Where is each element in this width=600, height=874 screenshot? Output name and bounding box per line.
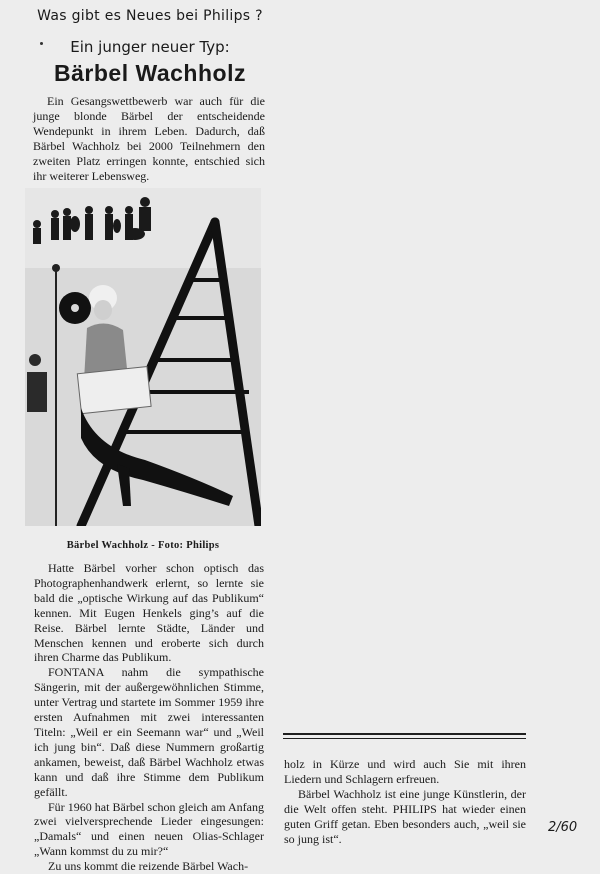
body-paragraph: Für 1960 hat Bärbel schon gleich am Anfang zwei vielversprechende Lieder eingesungen: „Damals“ und einen neuen Olias-Schlager „Wann kommst du zu mir?“ [34,799,264,859]
body-paragraph: holz in Kürze und wird auch Sie mit ihren Liedern und Schlagern erfreuen. [284,757,526,786]
article-title: Bärbel Wachholz [54,60,246,86]
article-column-right [284,757,526,846]
article-subtitle: Ein junger neuer Typ: [70,38,230,56]
article-column-left [34,561,264,874]
body-paragraph: Bärbel Wachholz ist eine junge Künstlerin, der die Welt offen steht. PHILIPS hat wieder einen guten Griff getan. Eben besonders auch, „weil sie so jung ist“. [284,786,526,846]
body-paragraph: Hatte Bärbel vorher schon optisch das Photographenhandwerk erlernt, so lernte sie bald die „optische Wirkung auf das Publikum“ kennen. Mit Eugen Henkels ging’s auf die Reise. Bärbel lernte Städte, Länder und Menschen kennen und eroberte sich durch ihren Charme das Publikum. [34,561,264,665]
column-divider-rule-thin [283,738,526,739]
singer-photo-illustration [25,188,261,526]
column-divider-rule [283,733,526,735]
page-number: 2/60 [548,820,578,835]
body-paragraph: FONTANA nahm die sympathische Sängerin, mit der außergewöhnlichen Stimme, unter Vertrag und startete im Sommer 1959 ihre ersten Aufnahmen mit zwei interessanten Titeln: „Weil er ein Seemann war“ und „Weil ich jung bin“. Daß diese Nummern großartig ankamen, beweist, daß Bärbel Wachholz etwas kann und daß ihre Stimme dem Publikum gefällt. [34,665,264,799]
body-paragraph: Zu uns kommt die reizende Bärbel Wach- [48,859,249,874]
singer-photo [25,188,261,526]
photo-caption: Bärbel Wachholz - Foto: Philips [66,540,220,551]
lead-paragraph: Ein Gesangswettbewerb war auch für die junge blonde Bärbel der entscheidende Wendepunkt in ihrem Leben. Dadurch, daß Bärbel Wachholz bei 2000 Teilnehmern den zweiten Platz erringen konnte, entschied sich ihr weiterer Lebensweg. [33,94,265,183]
section-kicker: Was gibt es Neues bei Philips ? [37,8,263,24]
